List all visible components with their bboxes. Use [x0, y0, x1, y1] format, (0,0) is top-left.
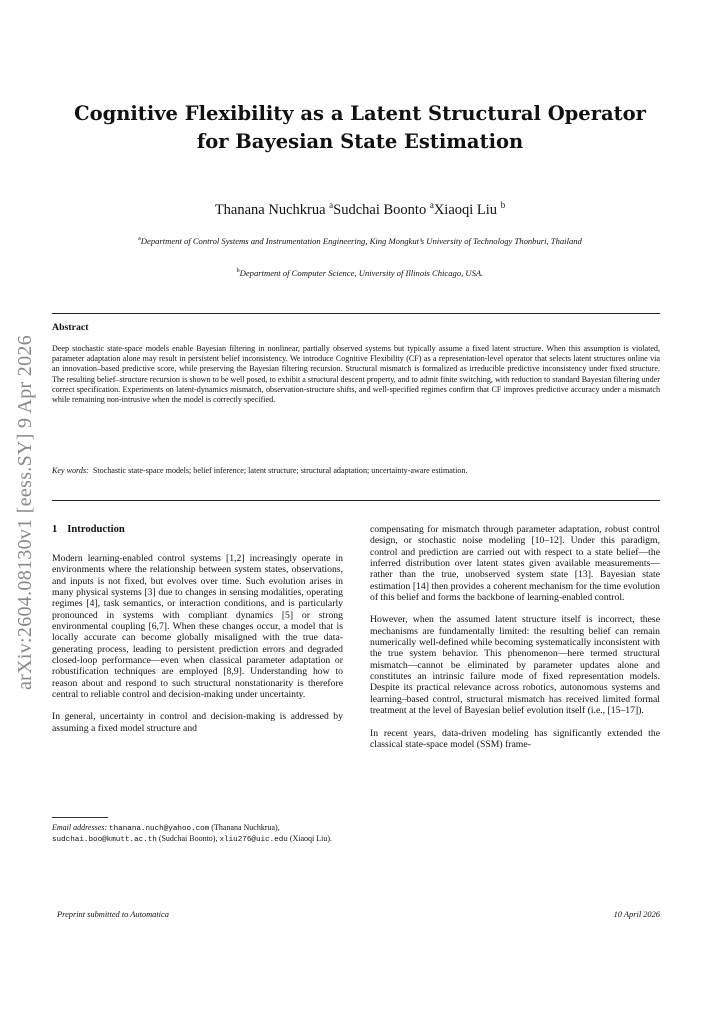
email-owner: (Thanana Nuchkrua), — [211, 823, 280, 832]
footer-journal: Preprint submitted to Automatica — [57, 910, 169, 919]
body-paragraph: In general, uncertainty in control and decision-making is addressed by assuming a fixed model structure and — [52, 711, 343, 734]
abstract-bottom-rule — [52, 500, 660, 501]
affiliation-a — [60, 234, 660, 247]
email-owner: (Sudchai Boonto), — [158, 834, 218, 843]
author-name: Sudchai Boonto — [333, 201, 427, 218]
keywords-text: Stochastic state-space models; belief inference; latent structure; structural adaptation; uncertainty-aware estimation. — [92, 466, 468, 475]
body-paragraph: In recent years, data-driven modeling has significantly extended the classical state-space model (SSM) frame- — [370, 727, 660, 750]
section-number: 1 — [52, 524, 58, 535]
body-paragraph: compensating for mismatch through parameter adaptation, robust control design, or stochastic noise modeling [10–12]. Under this paradigm, control and prediction are carried out with respect to a state belief—the inferred distribution over latent states given available measurements—rather than the true, unobserved system state [13]. Bayesian state estimation [14] then provides a coherent mechanism for the time evolution of this belief and forms the backbone of learning-enabled control. — [370, 524, 660, 604]
affiliation-mark: b — [236, 268, 240, 274]
abstract-heading: Abstract — [52, 322, 89, 333]
right-column — [370, 524, 660, 761]
footer-date: 10 April 2026 — [613, 910, 660, 919]
abstract-top-rule — [52, 313, 660, 314]
section-title: Introduction — [67, 524, 125, 535]
email-link[interactable]: sudchai.boo@kmutt.ac.th — [52, 836, 157, 844]
email-link[interactable]: xliu276@uic.edu — [219, 836, 288, 844]
affiliation-mark: a — [138, 236, 141, 242]
affiliation-mark: b — [500, 200, 506, 210]
body-paragraph: However, when the assumed latent structure itself is incorrect, these mechanisms are fundamentally limited: the resulting belief can remain numerically well-defined while becoming systematically inconsistent with the true system behavior. This phenomenon—here termed structural mismatch—cannot be eliminated by parameter updates alone and constitutes an intrinsic failure mode of fixed representation models. Despite its practical relevance across robotics, autonomous systems and learning–based control, structural mismatch has received limited formal treatment at the level of Bayesian belief evolution itself (i.e., [15–17]). — [370, 614, 660, 717]
author-name: Thanana Nuchkrua — [214, 201, 326, 218]
affiliation-mark: a — [329, 200, 334, 210]
affiliation-text: Department of Control Systems and Instrumentation Engineering, King Mongkut’s University of Technology Thonburi, Thailand — [140, 235, 582, 246]
affiliation-b — [60, 266, 660, 279]
author-name: Xiaoqi Liu — [433, 201, 498, 218]
author-list — [60, 200, 660, 219]
footnote-label: Email addresses: — [52, 823, 108, 832]
affiliation-mark: a — [429, 200, 434, 210]
email-owner: (Xiaoqi Liu). — [289, 834, 333, 843]
left-column — [52, 553, 343, 745]
section-heading — [52, 524, 125, 535]
paper-title: Cognitive Flexibility as a Latent Structural Operator for Bayesian State Estimation — [74, 102, 646, 153]
arxiv-identifier: arXiv:2604.08130v1 [eess.SY] 9 Apr 2026 — [14, 334, 36, 690]
body-paragraph: Modern learning-enabled control systems [1,2] increasingly operate in environments where the relationship between system states, observations, and inputs is not fixed, but evolves over time. Such evolution arises in many physical systems [3] due to changes in sensing modalities, operating regimes [4], task semantics, or interaction conditions, and is particularly pronounced in systems with compliant dynamics [5] or strong environmental coupling [6,7]. When these changes occur, a model that is locally accurate can become globally misaligned with the true data-generating process, leading to persistent prediction errors and degraded closed-loop performance—even when classical parameter adaptation or robustification techniques are employed [8,9]. Understanding how to reason about and respond to such structural nonstationarity is therefore central to reliable control and decision-making under uncertainty. — [52, 553, 343, 701]
footnote-rule — [52, 817, 108, 818]
keywords — [52, 466, 660, 476]
email-link[interactable]: thanana.nuch@yahoo.com — [109, 825, 210, 833]
email-footnote — [52, 823, 342, 845]
keywords-label: Key words: — [52, 466, 89, 475]
affiliation-text: Department of Computer Science, University of Illinois Chicago, USA. — [239, 267, 484, 278]
abstract-body: Deep stochastic state-space models enable Bayesian filtering in nonlinear, partially observed systems but typically assume a fixed latent structure. When this assumption is violated, parameter adaptation alone may result in persistent belief inconsistency. We introduce Cognitive Flexibility (CF) as a representation-level operator that selects latent structures online via an innovation–based predictive score, while preserving the Bayesian filtering recursion. Structural mismatch is formalized as irreducible predictive inconsistency under fixed structure. The resulting belief–structure recursion is shown to be well posed, to exhibit a structural descent property, and to admit finite switching, with reduction to standard Bayesian filtering under correct specification. Experiments on latent-dynamics mismatch, observation-structure shifts, and well-specified regimes confirm that CF improves predictive accuracy under a mismatch while remaining non-intrusive when the model is correctly specified. — [52, 344, 660, 405]
